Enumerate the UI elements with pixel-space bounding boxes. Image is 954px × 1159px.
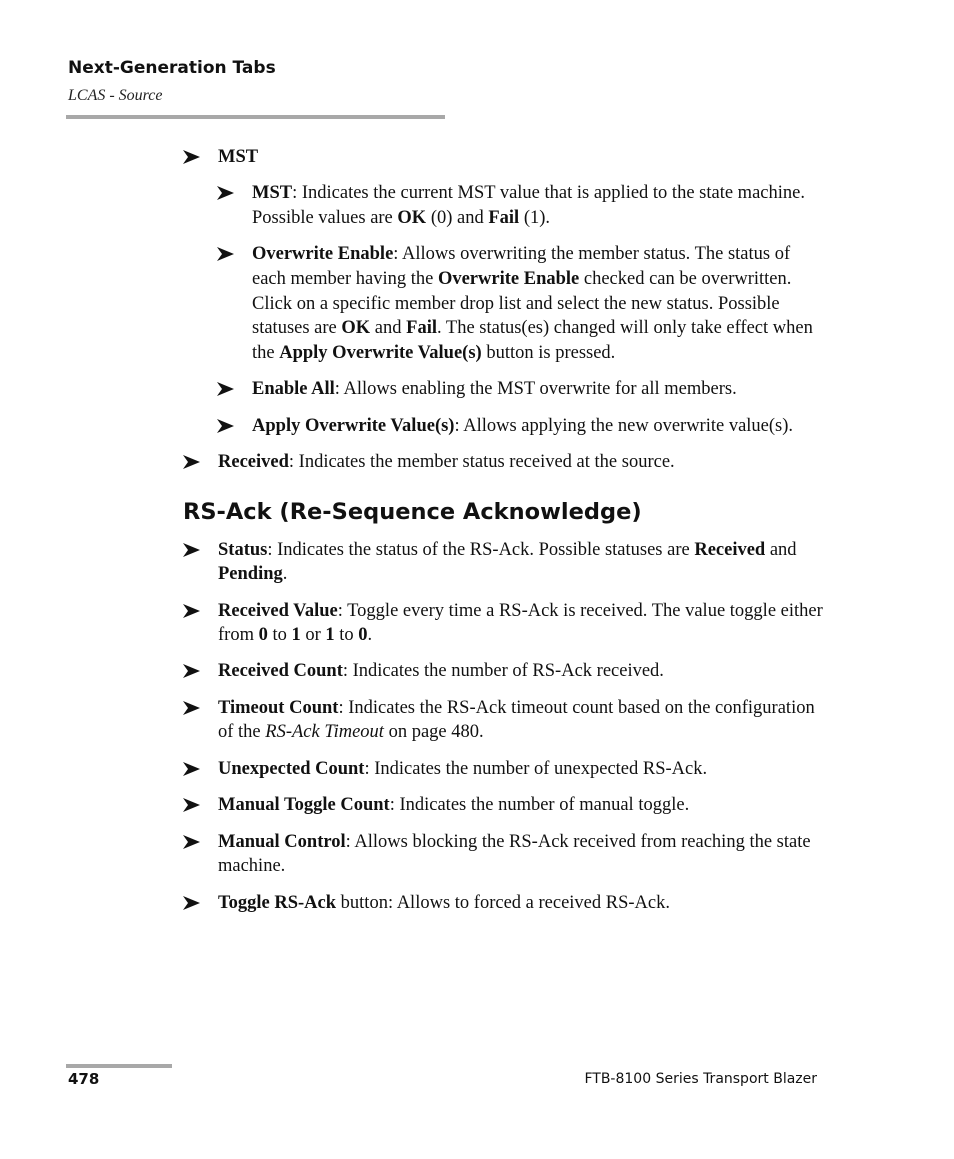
bullet-arrow-icon bbox=[217, 419, 234, 433]
bullet-arrow-icon bbox=[183, 604, 200, 618]
bullet-arrow-icon bbox=[183, 150, 200, 164]
value-ok: OK bbox=[397, 207, 427, 228]
term: MST bbox=[252, 183, 293, 204]
header-rule bbox=[66, 115, 445, 119]
description: button: Allows to forced a received RS-Ack. bbox=[336, 892, 670, 913]
list-item-enable-all bbox=[217, 377, 823, 402]
cross-reference-link[interactable]: RS-Ack Timeout bbox=[265, 722, 384, 743]
value-fail: Fail bbox=[488, 207, 520, 228]
description: : Indicates the member status received at the source. bbox=[288, 451, 675, 472]
description: to bbox=[334, 625, 359, 646]
term: Enable All bbox=[252, 379, 335, 400]
bullet-arrow-icon bbox=[183, 762, 200, 776]
bullet-arrow-icon bbox=[183, 896, 200, 910]
description: . bbox=[367, 625, 373, 646]
description: checked can be overwritten. Click on a specific member drop list and select the new status. Possible statuses are bbox=[252, 268, 792, 339]
value: 0 bbox=[258, 625, 268, 646]
list-item-manual-control bbox=[183, 830, 823, 879]
value: 1 bbox=[291, 625, 301, 646]
term: Apply Overwrite Value(s) bbox=[252, 415, 455, 436]
description: on page 480. bbox=[383, 722, 484, 743]
list-item-received-count bbox=[183, 659, 823, 684]
description: : Indicates the number of unexpected RS-Ack. bbox=[364, 758, 708, 779]
term: Manual Toggle Count bbox=[218, 795, 390, 816]
bullet-arrow-icon bbox=[217, 247, 234, 261]
term: Unexpected Count bbox=[218, 758, 365, 779]
running-header-subtitle: LCAS - Source bbox=[68, 87, 163, 104]
value: 1 bbox=[325, 625, 335, 646]
description: . The status(es) changed will only take effect when the bbox=[252, 318, 813, 363]
description: : Indicates the RS-Ack timeout count based on the configuration of the bbox=[218, 697, 815, 743]
description: : Toggle every time a RS-Ack is received. The value toggle either from bbox=[218, 600, 823, 646]
description: : Allows applying the new overwrite value(s). bbox=[454, 415, 794, 436]
description: : Indicates the number of RS-Ack received. bbox=[342, 661, 664, 682]
bullet-arrow-icon bbox=[183, 701, 200, 715]
list-item-status bbox=[183, 538, 823, 587]
list-item-toggle-rsack bbox=[183, 891, 823, 916]
description: : Indicates the number of manual toggle. bbox=[389, 795, 690, 816]
footer-rule bbox=[66, 1064, 172, 1068]
list-item-received-value bbox=[183, 599, 823, 648]
value: 0 bbox=[358, 625, 368, 646]
description: button is pressed. bbox=[481, 342, 616, 363]
list-item-timeout-count bbox=[183, 696, 823, 745]
list-item-manual-toggle-count bbox=[183, 793, 823, 818]
bullet-arrow-icon bbox=[217, 382, 234, 396]
term: Received Value bbox=[218, 600, 338, 621]
description: . bbox=[282, 564, 288, 585]
list-item-mst-value bbox=[217, 181, 823, 230]
term: Manual Control bbox=[218, 831, 346, 852]
term: Overwrite Enable bbox=[252, 244, 394, 265]
term: Received bbox=[218, 451, 289, 472]
term-mst-heading: MST bbox=[218, 147, 259, 167]
list-item-unexpected-count bbox=[183, 757, 823, 782]
footer-product-name: FTB-8100 Series Transport Blazer bbox=[584, 1071, 817, 1087]
term: Status bbox=[218, 539, 268, 560]
bullet-arrow-icon bbox=[183, 455, 200, 469]
description: (0) and bbox=[426, 207, 489, 228]
list-item-received bbox=[183, 450, 823, 475]
description: : Indicates the status of the RS-Ack. Possible statuses are bbox=[267, 539, 695, 560]
value-received: Received bbox=[694, 539, 766, 560]
term: Received Count bbox=[218, 661, 343, 682]
term-inline: Overwrite Enable bbox=[437, 268, 580, 289]
button-name: Apply Overwrite Value(s) bbox=[279, 342, 482, 363]
description: and bbox=[370, 318, 407, 339]
description: : Indicates the current MST value that is applied to the state machine. Possible values are bbox=[252, 183, 805, 228]
term: Timeout Count bbox=[218, 697, 339, 718]
page-number: 478 bbox=[68, 1070, 100, 1088]
description: to bbox=[267, 625, 292, 646]
description: or bbox=[300, 625, 326, 646]
list-item-mst bbox=[183, 145, 823, 170]
bullet-arrow-icon bbox=[183, 835, 200, 849]
page-content bbox=[183, 145, 823, 927]
value-fail: Fail bbox=[406, 318, 437, 339]
description: : Allows blocking the RS-Ack received from reaching the state machine. bbox=[218, 831, 811, 877]
value-pending: Pending bbox=[218, 564, 283, 585]
description: and bbox=[765, 539, 797, 560]
description: : Allows enabling the MST overwrite for all members. bbox=[334, 379, 737, 400]
section-heading-rsack: RS-Ack (Re-Sequence Acknowledge) bbox=[183, 498, 642, 525]
bullet-arrow-icon bbox=[183, 543, 200, 557]
bullet-arrow-icon bbox=[183, 664, 200, 678]
term: Toggle RS-Ack bbox=[218, 892, 337, 913]
bullet-arrow-icon bbox=[217, 186, 234, 200]
bullet-arrow-icon bbox=[183, 798, 200, 812]
running-header-title: Next-Generation Tabs bbox=[68, 58, 276, 78]
list-item-apply-overwrite bbox=[217, 414, 823, 439]
description: : Allows overwriting the member status. The status of each member having the bbox=[252, 244, 791, 289]
value-ok: OK bbox=[341, 318, 371, 339]
description: (1). bbox=[519, 207, 551, 228]
list-item-overwrite-enable bbox=[217, 242, 823, 365]
